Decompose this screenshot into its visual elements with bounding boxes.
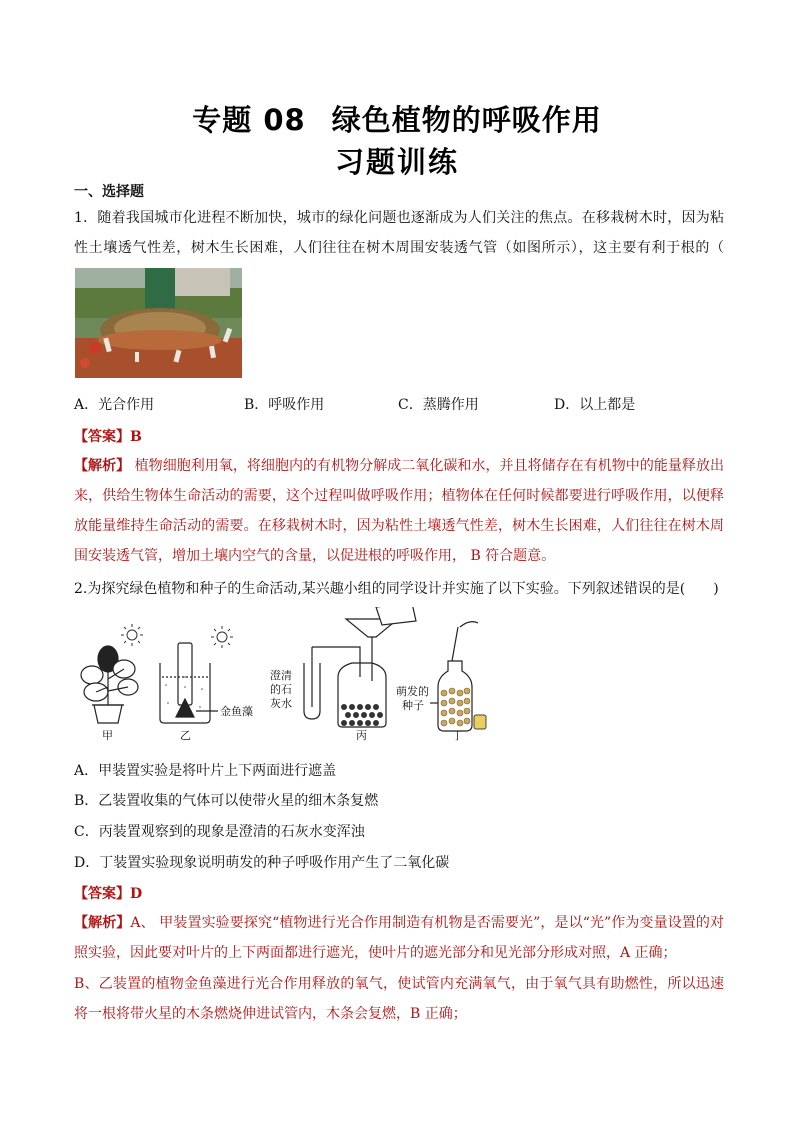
q2-option-b: B．乙装置收集的气体可以使带火星的细木条复燃 [74, 793, 379, 809]
sun-icon [211, 626, 233, 648]
setup-bing [270, 607, 416, 742]
setup-ding [396, 622, 486, 742]
label-yi: 乙 [180, 729, 191, 742]
label-limewater-2: 的石 [270, 683, 292, 696]
setup-yi [160, 626, 253, 742]
q2-option-a: A．甲装置实验是将叶片上下两面进行遮盖 [74, 763, 337, 779]
q2-answer: 【答案】D [74, 886, 143, 902]
label-limewater-1: 澄清 [270, 669, 292, 682]
q1-option-c: C．蒸腾作用 [398, 397, 479, 413]
label-seeds-1: 萌发的 [396, 685, 429, 698]
sun-icon [121, 624, 143, 646]
page-title [0, 98, 794, 139]
q2-option-d: D．丁装置实验现象说明萌发的种子呼吸作用产生了二氧化碳 [74, 855, 450, 871]
page-subtitle: 习题训练 [334, 145, 459, 179]
label-goldfish-weed: 金鱼藻 [220, 705, 253, 718]
q1-option-a: A．光合作用 [74, 397, 155, 413]
q1-analysis: 【解析】 植物细胞利用氧，将细胞内的有机物分解成二氧化碳和水，并且将储存在有机物中的能量释放出来，供给生物体生命活动的需要，这个过程叫做呼吸作用；植物体在任何时候都要进行呼吸作用，以便释放能量维持生命活动的需要。在移栽树木时，因为粘性土壤透气性差，树木生长困难，人们往往在树木周围安装透气管，增加土壤内空气的含量，以促进根的呼吸作用， B 符合题意。 [74, 458, 725, 564]
tree-transplant-photo [75, 268, 242, 378]
section-heading: 一、选择题 [74, 184, 144, 200]
q2-analysis-a: 【解析】A、 甲装置实验要探究“植物进行光合作用制造有机物是否需要光”，是以“光”作为变量设置的对照实验，因此要对叶片的上下两面都进行遮光，使叶片的遮光部分和见光部分形成对照，A 正确； [74, 915, 725, 961]
label-seeds-2: 种子 [402, 699, 424, 712]
q1-option-b: B．呼吸作用 [244, 397, 325, 413]
q2-analysis-b: B、乙装置的植物金鱼藻进行光合作用释放的氧气，使试管内充满氧气，由于氧气具有助燃性，所以迅速将一根将带火星的木条燃烧伸进试管内，木条会复燃，B 正确； [74, 976, 724, 1022]
label-limewater-3: 灰水 [270, 697, 292, 710]
question-2-stem: 2.为探究绿色植物和种子的生命活动,某兴趣小组的同学设计并实施了以下实验。下列叙述错误的是( ) [74, 581, 719, 597]
title-topic-number: 专题 08 [192, 103, 306, 137]
experiment-diagram [76, 607, 496, 742]
title-topic-name: 绿色植物的呼吸作用 [331, 103, 602, 137]
q1-answer: 【答案】B [74, 429, 142, 445]
setup-jia [81, 624, 143, 742]
label-bing: 丙 [356, 729, 367, 742]
question-1-stem: 1．随着我国城市化进程不断加快，城市的绿化问题也逐渐成为人们关注的焦点。在移栽树木时，因为粘性土壤透气性差，树木生长困难，人们往往在树木周围安装透气管（如图所示），这主要有利于根的（ [74, 210, 724, 256]
q2-option-c: C．丙装置观察到的现象是澄清的石灰水变浑浊 [74, 824, 365, 840]
q1-option-d: D．以上都是 [554, 397, 636, 413]
label-jia: 甲 [102, 729, 113, 742]
label-ding: 丁 [452, 729, 463, 742]
